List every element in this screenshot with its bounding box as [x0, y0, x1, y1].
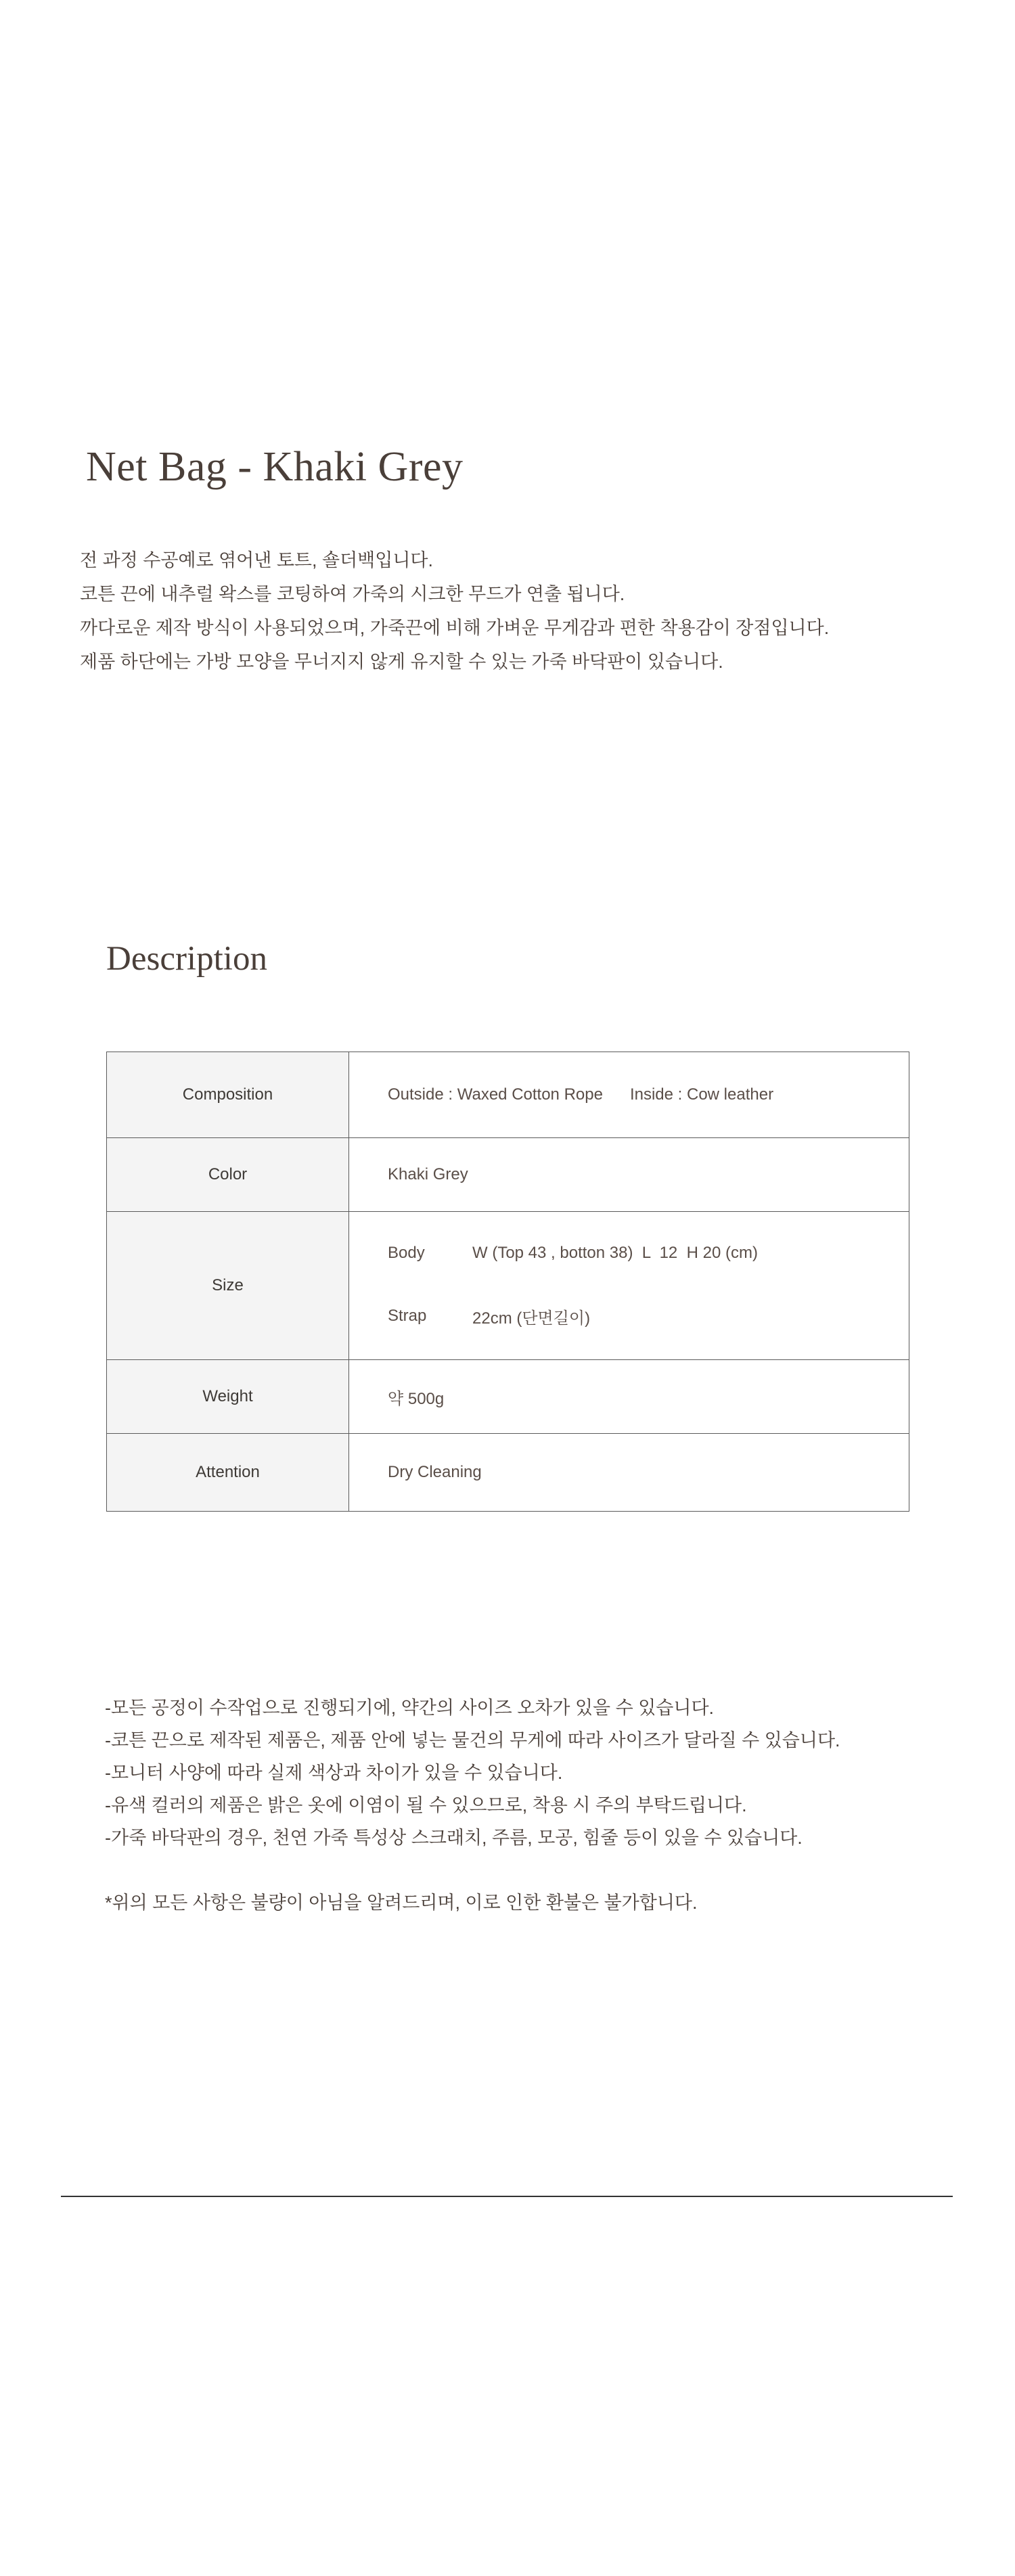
table-row: [107, 1360, 909, 1434]
table-row: [107, 1138, 909, 1212]
table-row: [107, 1212, 909, 1360]
table-row: [107, 1434, 909, 1512]
note-line: -모든 공정이 수작업으로 진행되기에, 약간의 사이즈 오차가 있을 수 있습니다.: [105, 1698, 715, 1718]
note-line: -가죽 바닥판의 경우, 천연 가죽 특성상 스크래치, 주름, 모공, 힘줄 등이 있을 수 있습니다.: [105, 1828, 803, 1848]
intro-line: 코튼 끈에 내추럴 왁스를 코팅하여 가죽의 시크한 무드가 연출 됩니다.: [80, 584, 625, 604]
weight-value: 약 500g: [349, 1360, 909, 1434]
size-value: [349, 1212, 909, 1360]
intro-line: 까다로운 제작 방식이 사용되었으며, 가죽끈에 비해 가벼운 무게감과 편한 착용감이 장점입니다.: [80, 618, 830, 638]
size-strap-key: Strap: [388, 1307, 427, 1325]
size-strap-line: [388, 1305, 908, 1328]
attention-value: Dry Cleaning: [349, 1434, 909, 1512]
size-body-value: W (Top 43 , botton 38) L 12 H 20 (cm): [472, 1243, 758, 1262]
weight-label: Weight: [107, 1360, 349, 1434]
spec-table: [106, 1052, 909, 1512]
intro-line: 제품 하단에는 가방 모양을 무너지지 않게 유지할 수 있는 가죽 바닥판이 있습니다.: [80, 652, 723, 672]
color-label: Color: [107, 1138, 349, 1212]
note-line: -유색 컬러의 제품은 밝은 옷에 이염이 될 수 있으므로, 착용 시 주의 부탁드립니다.: [105, 1795, 747, 1815]
note-line: -코튼 끈으로 제작된 제품은, 제품 안에 넣는 물건의 무게에 따라 사이즈가 달라질 수 있습니다.: [105, 1730, 840, 1750]
size-body-key: Body: [388, 1243, 425, 1262]
attention-label: Attention: [107, 1434, 349, 1512]
description-heading: Description: [106, 940, 267, 978]
note-line: -모니터 사양에 따라 실제 색상과 차이가 있을 수 있습니다.: [105, 1763, 563, 1783]
composition-value: Outside : Waxed Cotton Rope Inside : Cow leather: [349, 1052, 909, 1138]
product-title: Net Bag - Khaki Grey: [86, 444, 464, 490]
note-final: *위의 모든 사항은 불량이 아님을 알려드리며, 이로 인한 환불은 불가합니다.: [105, 1893, 698, 1913]
size-strap-value: 22cm (단면길이): [472, 1309, 591, 1328]
bottom-divider: [61, 2196, 953, 2197]
size-body-line: [388, 1244, 908, 1263]
composition-label: Composition: [107, 1052, 349, 1138]
color-value: Khaki Grey: [349, 1138, 909, 1212]
notes-section: [105, 1692, 840, 1919]
table-row: [107, 1052, 909, 1138]
size-label: Size: [107, 1212, 349, 1360]
product-intro: [80, 543, 829, 679]
intro-line: 전 과정 수공예로 엮어낸 토트, 숄더백입니다.: [80, 550, 433, 570]
